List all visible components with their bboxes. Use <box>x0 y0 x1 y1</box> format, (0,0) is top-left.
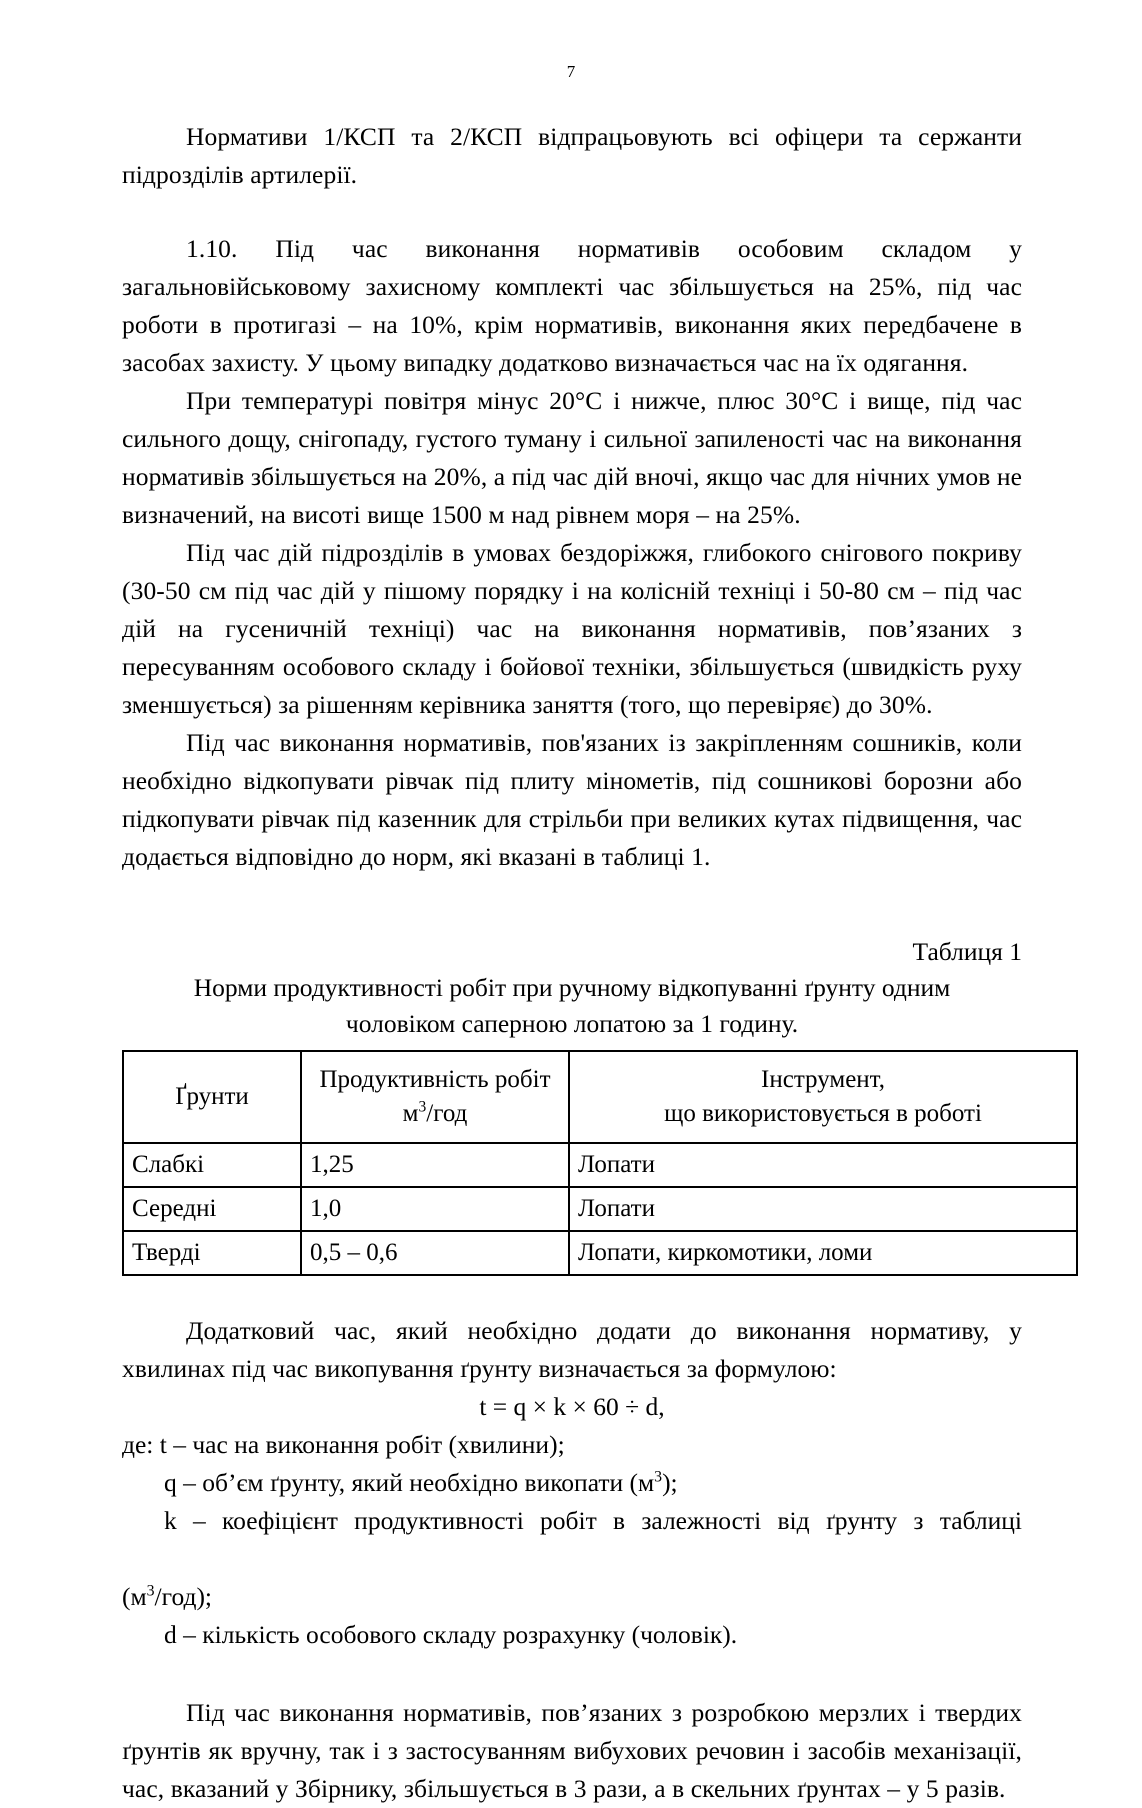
header-productivity <box>301 1051 569 1143</box>
definition-k-unit-prefix: (м <box>122 1582 147 1611</box>
definition-q-exponent: 3 <box>654 1468 663 1486</box>
definition-d: d – кількість особового складу розрахунку (чоловік). <box>164 1620 738 1649</box>
header-productivity-unit-exponent: 3 <box>418 1098 427 1116</box>
cell-tools: Лопати <box>569 1187 1077 1231</box>
table-header-row <box>123 1051 1077 1143</box>
table-title-line-1: Норми продуктивності робіт при ручному відкопуванні ґрунту одним <box>193 973 951 1002</box>
formula-expression: t = q × k × 60 ÷ d, <box>479 1392 665 1421</box>
cell-soil: Тверді <box>123 1231 301 1275</box>
cell-tools: Лопати <box>569 1143 1077 1187</box>
cell-rate: 0,5 – 0,6 <box>301 1231 569 1275</box>
header-productivity-line-1: Продуктивність робіт <box>319 1066 551 1093</box>
definition-k-unit-suffix: /год); <box>154 1582 213 1611</box>
paragraph-terrain: Під час дій підрозділів в умовах бездоріжжя, глибокого снігового покриву (30-50 см під час дій у пішому порядку і на колісній техніці і 50-80 см – під час дій на гусеничній техніці) час на виконання нормативів, пов’язаних з пересуванням особового складу і бойової техніки, збільшується (швидкість руху зменшується) за рішенням керівника заняття (того, що перевіряє) до 30%. <box>122 538 1022 719</box>
definition-q-prefix: q – об’єм ґрунту, який необхідно викопати (м <box>164 1468 655 1497</box>
cell-rate: 1,0 <box>301 1187 569 1231</box>
definition-q-suffix: ); <box>662 1468 678 1497</box>
header-instrument <box>569 1051 1077 1143</box>
header-instrument-line-2: що використовується в роботі <box>664 1100 982 1127</box>
table-row <box>123 1143 1077 1187</box>
definition-q <box>122 1464 1022 1502</box>
definition-k: k – коефіцієнт продуктивності робіт в залежності від ґрунту з таблиці <box>164 1506 1022 1535</box>
header-productivity-unit-prefix: м <box>402 1100 419 1127</box>
table-body <box>123 1143 1077 1275</box>
definition-k-unit-exponent: 3 <box>146 1582 155 1600</box>
paragraph-frozen-soils: Під час виконання нормативів, пов’язаних з розробкою мерзлих і твердих ґрунтів як вручну, так і з застосуванням вибухових речовин і засобів механізації, час, вказаний у Збірнику, збільшується в 3 рази, а в скельних ґрунтах – у 5 разів. <box>122 1698 1022 1803</box>
header-instrument-line-1: Інструмент, <box>761 1066 885 1093</box>
table-label: Таблиця 1 <box>912 937 1022 966</box>
page-number: 7 <box>566 62 576 81</box>
paragraph-spades: Під час виконання нормативів, пов'язаних із закріпленням сошників, коли необхідно відкопувати рівчак під плиту мінометів, під сошникові борозни або підкопувати рівчак під казенник для стрільби при великих кутах підвищення, час додається відповідно до норм, які вказані в таблиці 1. <box>122 728 1022 871</box>
table-head <box>123 1051 1077 1143</box>
paragraph-additional-time: Додатковий час, який необхідно додати до виконання нормативу, у хвилинах під час викопування ґрунту визначається за формулою: <box>122 1316 1022 1383</box>
table-caption-block <box>122 934 1022 1042</box>
definition-k-unit <box>122 1578 1022 1616</box>
page-content <box>122 118 1022 1808</box>
table-title-line-2: чоловіком саперною лопатою за 1 годину. <box>345 1009 799 1038</box>
cell-tools: Лопати, киркомотики, ломи <box>569 1231 1077 1275</box>
paragraph-1-10: 1.10. Під час виконання нормативів особовим складом у загальновійськовому захисному комплекті час збільшується на 25%, під час роботи в протигазі – на 10%, крім нормативів, виконання яких передбачене в засобах захисту. У цьому випадку додатково визначається час на їх одягання. <box>122 234 1022 377</box>
definition-t: де: t – час на виконання робіт (хвилини); <box>122 1430 565 1459</box>
header-productivity-unit-suffix: /год <box>426 1100 468 1127</box>
paragraph-intro: Нормативи 1/КСП та 2/КСП відпрацьовують всі офіцери та сержанти підрозділів артилерії. <box>122 122 1022 189</box>
cell-rate: 1,25 <box>301 1143 569 1187</box>
cell-soil: Слабкі <box>123 1143 301 1187</box>
table-row <box>123 1187 1077 1231</box>
table-row <box>123 1231 1077 1275</box>
productivity-norms-table <box>122 1050 1078 1276</box>
header-soils: Ґрунти <box>123 1051 301 1143</box>
cell-soil: Середні <box>123 1187 301 1231</box>
paragraph-temperature: При температурі повітря мінус 20°С і нижче, плюс 30°С і вище, під час сильного дощу, снігопаду, густого туману і сильної запиленості час на виконання нормативів збільшується на 20%, а під час дій вночі, якщо час для нічних умов не визначений, на висоті вище 1500 м над рівнем моря – на 25%. <box>122 386 1022 529</box>
